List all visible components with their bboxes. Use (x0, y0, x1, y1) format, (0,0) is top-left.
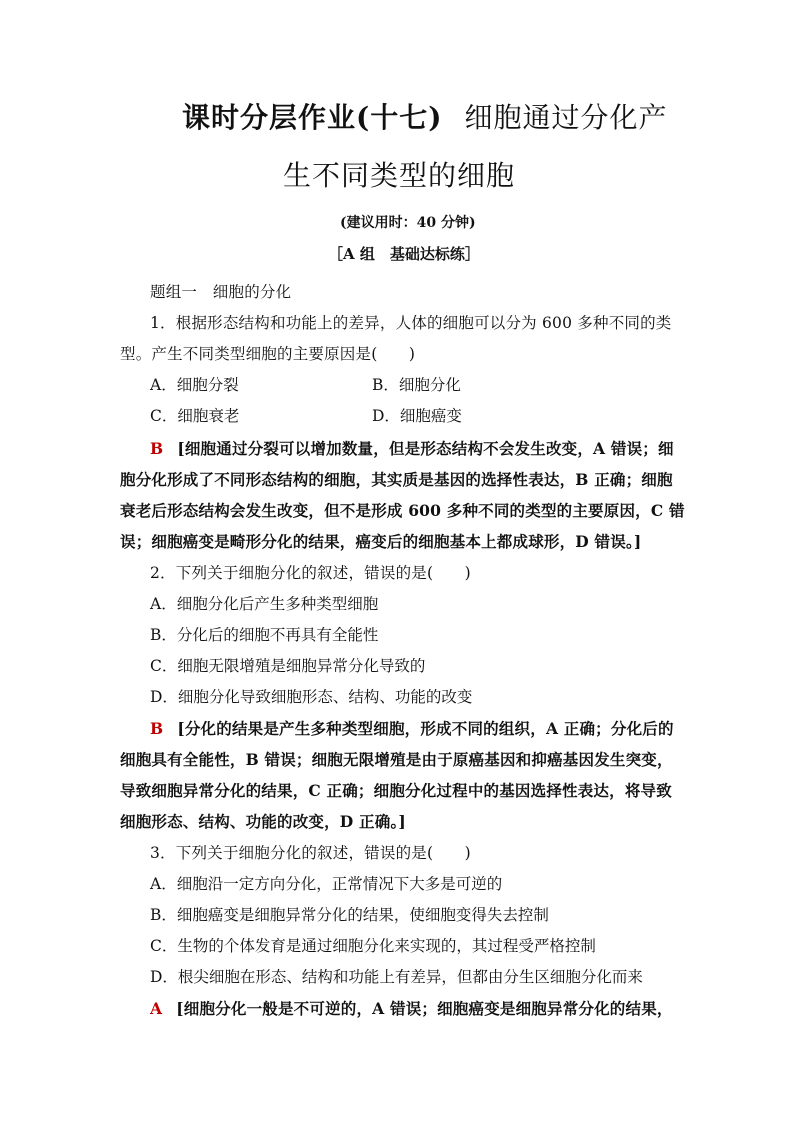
q1-explanation-line2: 胞分化形成了不同形态结构的细胞，其实质是基因的选择性表达，B 正确；细胞 (120, 470, 673, 489)
q2-explanation-line4: 细胞形态、结构、功能的改变，D 正确。] (120, 812, 406, 831)
q3-exp1-text: [细胞分化一般是不可逆的，A 错误；细胞癌变是细胞异常分化的结果， (176, 999, 673, 1018)
page-title (182, 96, 668, 136)
q3-explanation-line1 (150, 997, 673, 1019)
q1-option-b: B．细胞分化 (372, 376, 461, 394)
title-sub-2: 生不同类型的细胞 (283, 159, 516, 192)
section-title: 题组一 细胞的分化 (150, 283, 292, 301)
title-main: 课时分层作业(十七) (182, 101, 443, 134)
q3-option-d: D．根尖细胞在形态、结构和功能上有差异，但都由分生区细胞分化而来 (150, 968, 643, 986)
q1-stem-line2: 型。产生不同类型细胞的主要原因是( ) (120, 345, 416, 363)
q1-option-d: D．细胞癌变 (372, 407, 462, 425)
q2-explanation-line1 (150, 717, 674, 739)
q2-option-d: D．细胞分化导致细胞形态、结构、功能的改变 (150, 688, 473, 706)
q1-explanation-line1 (150, 437, 674, 459)
q3-option-b: B．细胞癌变是细胞异常分化的结果，使细胞变得失去控制 (150, 906, 549, 924)
q2-exp1-text: [分化的结果是产生多种类型细胞，形成不同的组织，A 正确；分化后的 (177, 719, 674, 738)
q2-explanation-line2: 细胞具有全能性，B 错误；细胞无限增殖是由于原癌基因和抑癌基因发生突变， (120, 750, 673, 769)
q2-stem-line1: 2．下列关于细胞分化的叙述，错误的是( ) (150, 564, 471, 582)
q1-stem-line1: 1．根据形态结构和功能上的差异，人体的细胞可以分为 600 多种不同的类 (150, 314, 672, 332)
q1-answer: B (150, 439, 164, 458)
q2-option-c: C．细胞无限增殖是细胞异常分化导致的 (150, 657, 426, 675)
q2-explanation-line3: 导致细胞异常分化的结果，C 正确；细胞分化过程中的基因选择性表达，将导致 (120, 781, 672, 800)
q1-option-a: A．细胞分裂 (150, 376, 239, 394)
q2-option-a: A．细胞分化后产生多种类型细胞 (150, 595, 379, 613)
suggested-time: (建议用时：40 分钟) (340, 215, 476, 231)
q2-answer: B (150, 719, 164, 738)
q3-answer: A (150, 999, 163, 1018)
group-label: ［A 组 基础达标练］ (328, 245, 480, 263)
q1-exp1-text: [细胞通过分裂可以增加数量，但是形态结构不会发生改变，A 错误；细 (177, 439, 674, 458)
q3-option-c: C．生物的个体发育是通过细胞分化来实现的，其过程受严格控制 (150, 937, 596, 955)
q1-explanation-line3: 衰老后形态结构会发生改变，但不是形成 600 多种不同的类型的主要原因，C 错 (120, 501, 685, 520)
q1-explanation-line4: 误；细胞癌变是畸形分化的结果，癌变后的细胞基本上都成球形，D 错误。] (120, 532, 642, 551)
q3-option-a: A．细胞沿一定方向分化，正常情况下大多是可逆的 (150, 875, 503, 893)
q2-option-b: B．分化后的细胞不再具有全能性 (150, 626, 379, 644)
title-sub-1: 细胞通过分化产 (464, 101, 668, 134)
q1-option-c: C．细胞衰老 (150, 407, 240, 425)
q3-stem-line1: 3．下列关于细胞分化的叙述，错误的是( ) (150, 844, 471, 862)
